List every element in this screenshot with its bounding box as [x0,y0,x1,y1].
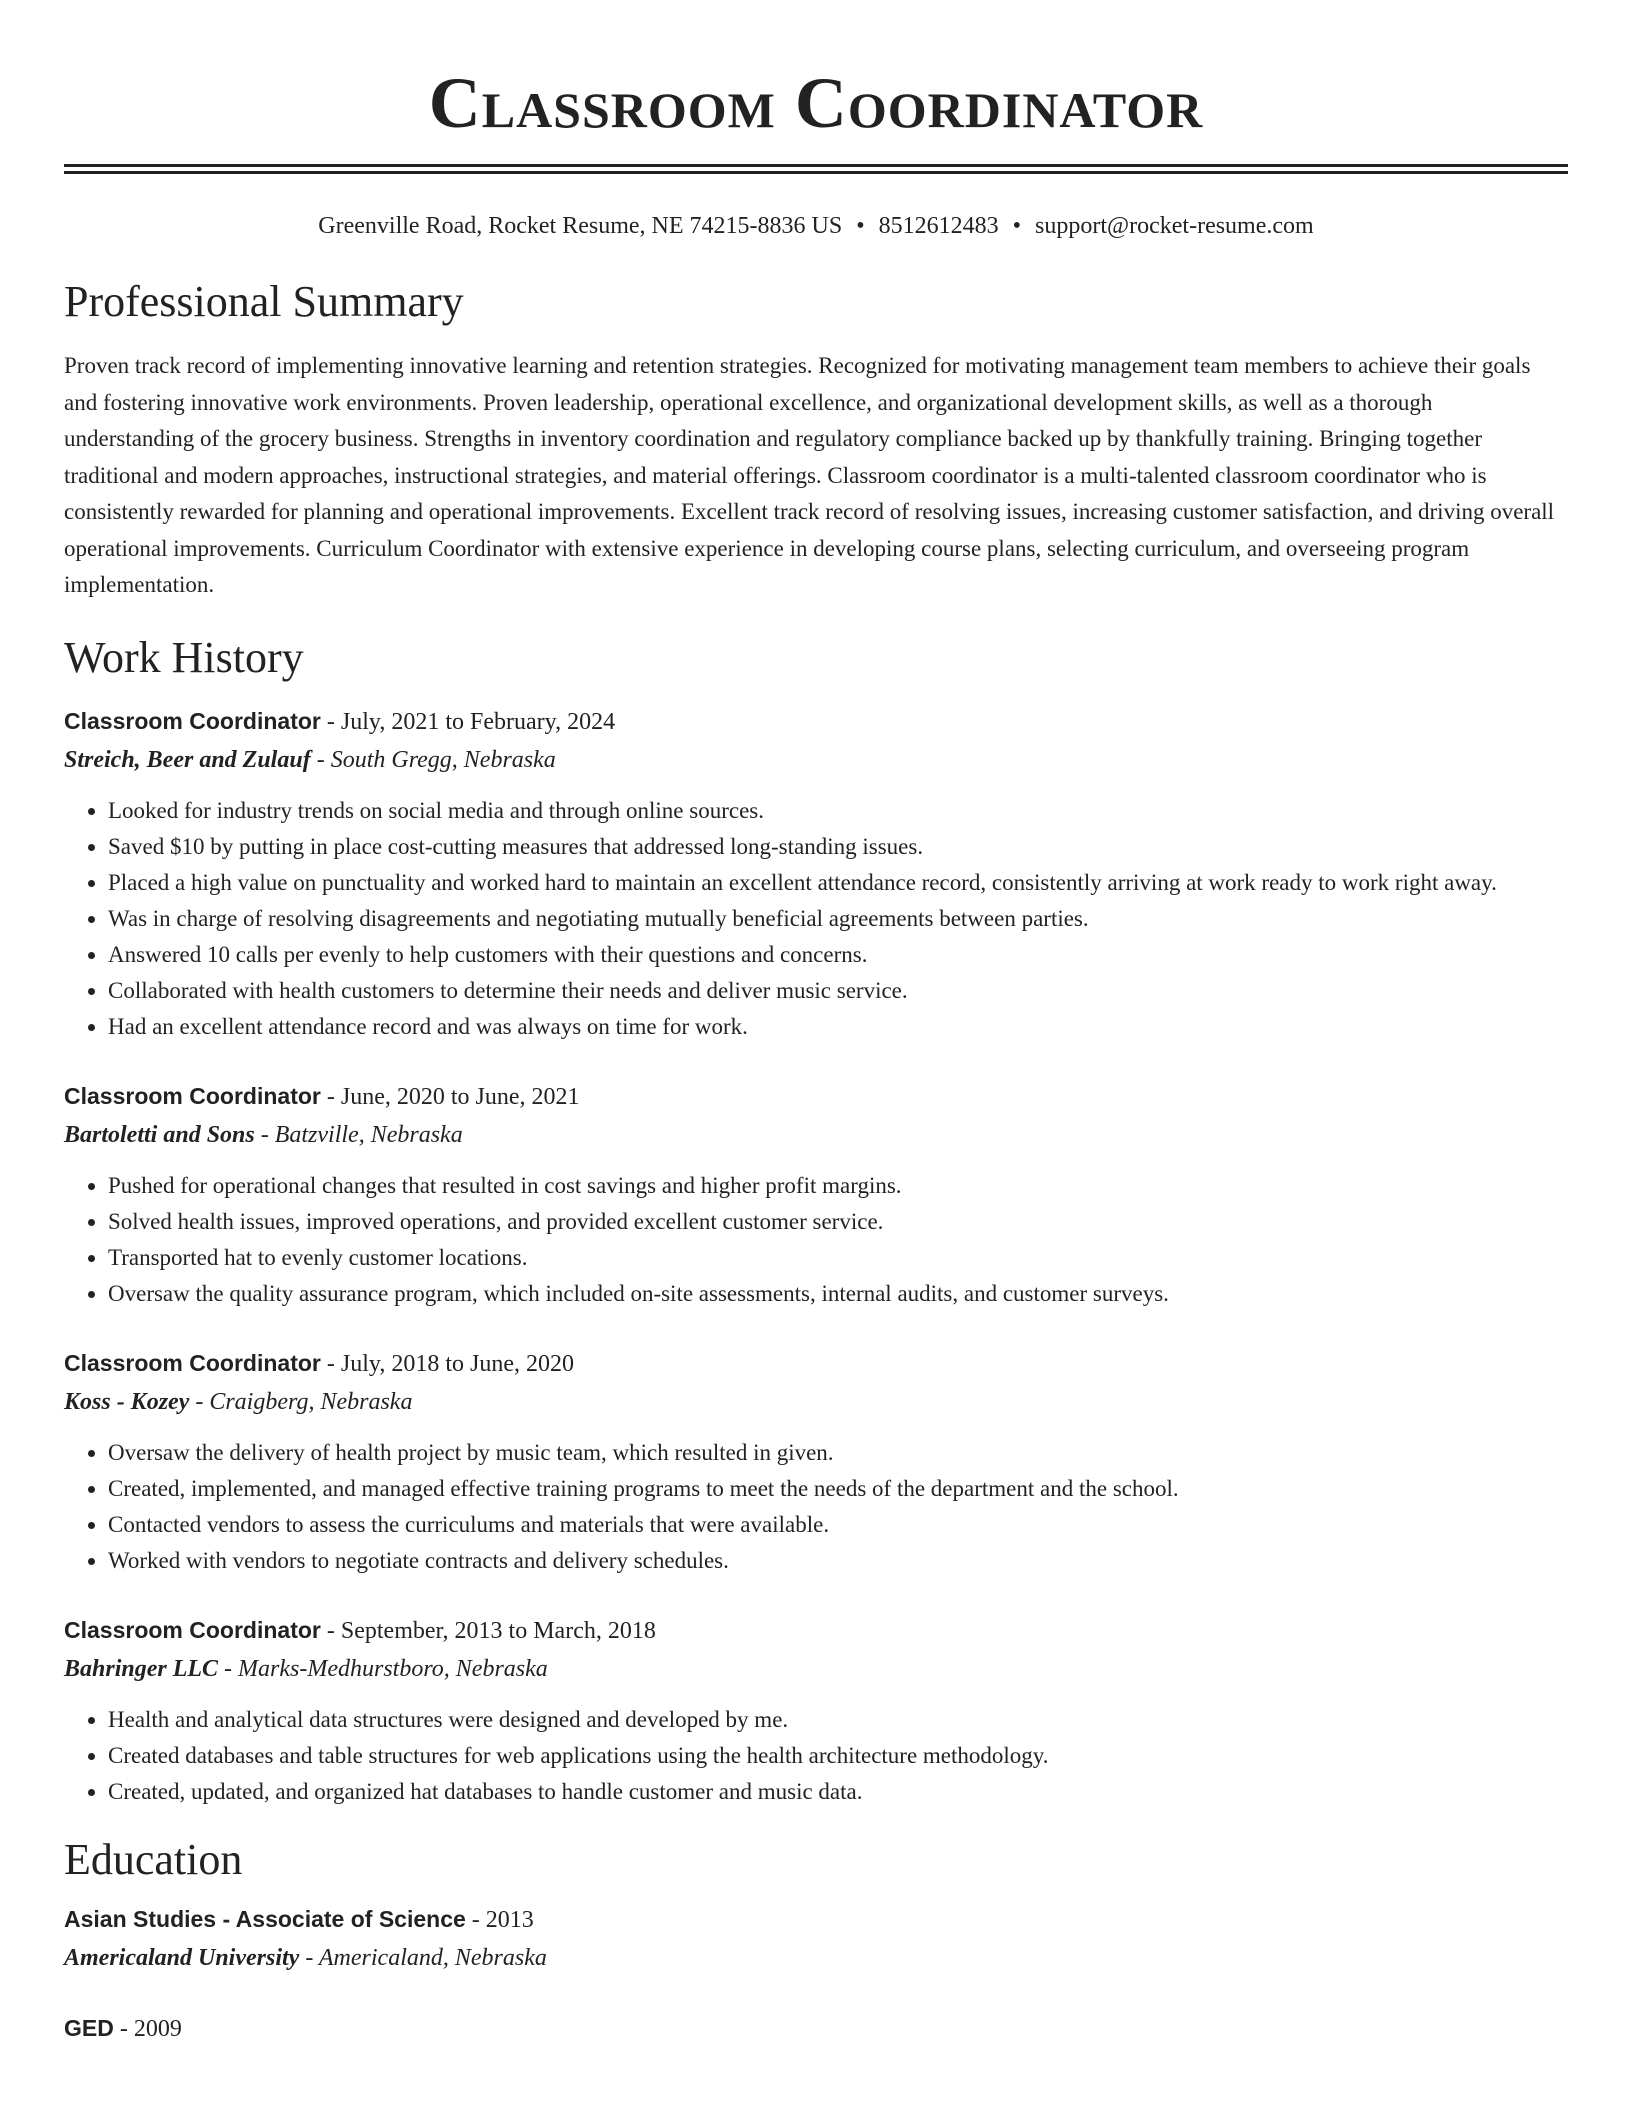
list-item: • Created, implemented, and managed effective training programs to meet the needs of the department and the school. [108,1471,1568,1507]
job-company-line [64,1116,1568,1154]
education-degree-line [64,2009,1568,2048]
education-heading: Education [64,1834,243,1884]
education-school-line [64,1939,1568,1977]
resume-page [64,0,1568,2048]
job-title-line [64,1344,1568,1383]
job-entry [64,702,1568,1045]
job-entry [64,1077,1568,1312]
education-degree: GED [64,2014,114,2041]
job-bullets [64,1168,1568,1312]
summary-text: Proven track record of implementing innovative learning and retention strategies. Recognized for motivating management team members to achieve their goals and fostering innovative work environments. Proven leadership, operational excellence, and organizational development skills, as well as a thorough understanding of the grocery business. Strengths in inventory coordination and regulatory compliance backed up by thankfully training. Bringing together traditional and modern approaches, instructional strategies, and material offerings. Classroom coordinator is a multi-talented classroom coordinator who is consistently rewarded for planning and operational improvements. Excellent track record of resolving issues, increasing customer satisfaction, and driving overall operational improvements. Curriculum Coordinator with extensive experience in developing course plans, selecting curriculum, and overseeing program implementation. [64,353,1555,597]
contact-line [64,210,1568,242]
job-bullets [64,1435,1568,1579]
list-item: • Oversaw the delivery of health project by music team, which resulted in given. [108,1435,1568,1471]
job-entry [64,1611,1568,1810]
resume-name-title: Classroom Coordinator [428,63,1204,143]
job-company-line [64,741,1568,779]
list-item: • Solved health issues, improved operations, and provided excellent customer service. [108,1204,1568,1240]
list-item: • Answered 10 calls per evenly to help customers with their questions and concerns. [108,937,1568,973]
contact-phone: 8512612483 [878,213,999,239]
job-dates: - June, 2020 to June, 2021 [320,1083,580,1110]
list-item: • Collaborated with health customers to determine their needs and deliver music service. [108,973,1568,1009]
job-bullets [64,793,1568,1045]
header-divider-thick [64,164,1568,167]
contact-separator: • [856,213,865,239]
job-company: Bahringer LLC [64,1655,219,1682]
list-item: • Health and analytical data structures were designed and developed by me. [108,1702,1568,1738]
contact-email: support@rocket-resume.com [1035,213,1314,239]
education-location: - Americaland, Nebraska [299,1944,547,1971]
list-item: • Created databases and table structures for web applications using the health architecture methodology. [108,1738,1568,1774]
job-title: Classroom Coordinator [64,707,321,734]
job-company: Koss - Kozey [64,1388,190,1415]
list-item: • Contacted vendors to assess the curriculums and materials that were available. [108,1507,1568,1543]
list-item: • Transported hat to evenly customer locations. [108,1240,1568,1276]
list-item: • Was in charge of resolving disagreements and negotiating mutually beneficial agreements between parties. [108,901,1568,937]
job-title-line [64,1077,1568,1116]
contact-separator: • [1012,213,1022,239]
education-year: - 2013 [465,1906,534,1933]
header-divider-thin [64,171,1568,174]
job-company: Streich, Beer and Zulauf [64,746,311,773]
job-title: Classroom Coordinator [64,1082,321,1109]
list-item: • Pushed for operational changes that resulted in cost savings and higher profit margins. [108,1168,1568,1204]
job-dates: - July, 2021 to February, 2024 [320,708,616,735]
list-item: • Saved $10 by putting in place cost-cutting measures that addressed long-standing issues. [108,829,1568,865]
job-title: Classroom Coordinator [64,1616,321,1643]
education-school: Americaland University [64,1944,300,1971]
job-company: Bartoletti and Sons [64,1121,255,1148]
job-bullets [64,1702,1568,1810]
list-item: • Had an excellent attendance record and was always on time for work. [108,1009,1568,1045]
job-dates: - July, 2018 to June, 2020 [320,1350,574,1377]
job-location: - Batzville, Nebraska [254,1121,463,1148]
job-company-line [64,1383,1568,1421]
education-degree: Asian Studies - Associate of Science [64,1905,466,1932]
job-location: - South Gregg, Nebraska [310,746,556,773]
job-location: - Marks-Medhurstboro, Nebraska [218,1655,548,1682]
education-degree-line [64,1900,1568,1939]
contact-address: Greenville Road, Rocket Resume, NE 74215-8836 US [318,213,843,239]
work-history-heading: Work History [64,632,304,682]
list-item: • Worked with vendors to negotiate contracts and delivery schedules. [108,1543,1568,1579]
list-item: • Looked for industry trends on social media and through online sources. [108,793,1568,829]
job-entry [64,1344,1568,1579]
summary-heading: Professional Summary [64,277,464,326]
education-year: - 2009 [113,2015,182,2042]
education-entry [64,1900,1568,1977]
job-title-line [64,702,1568,741]
education-entry [64,2009,1568,2048]
job-dates: - September, 2013 to March, 2018 [320,1617,656,1644]
job-company-line [64,1650,1568,1688]
job-title-line [64,1611,1568,1650]
list-item: • Placed a high value on punctuality and worked hard to maintain an excellent attendance record, consistently arriving at work ready to work right away. [108,865,1568,901]
job-location: - Craigberg, Nebraska [189,1388,413,1415]
list-item: • Created, updated, and organized hat databases to handle customer and music data. [108,1774,1568,1810]
list-item: • Oversaw the quality assurance program, which included on-site assessments, internal audits, and customer surveys. [108,1276,1568,1312]
job-title: Classroom Coordinator [64,1349,321,1376]
